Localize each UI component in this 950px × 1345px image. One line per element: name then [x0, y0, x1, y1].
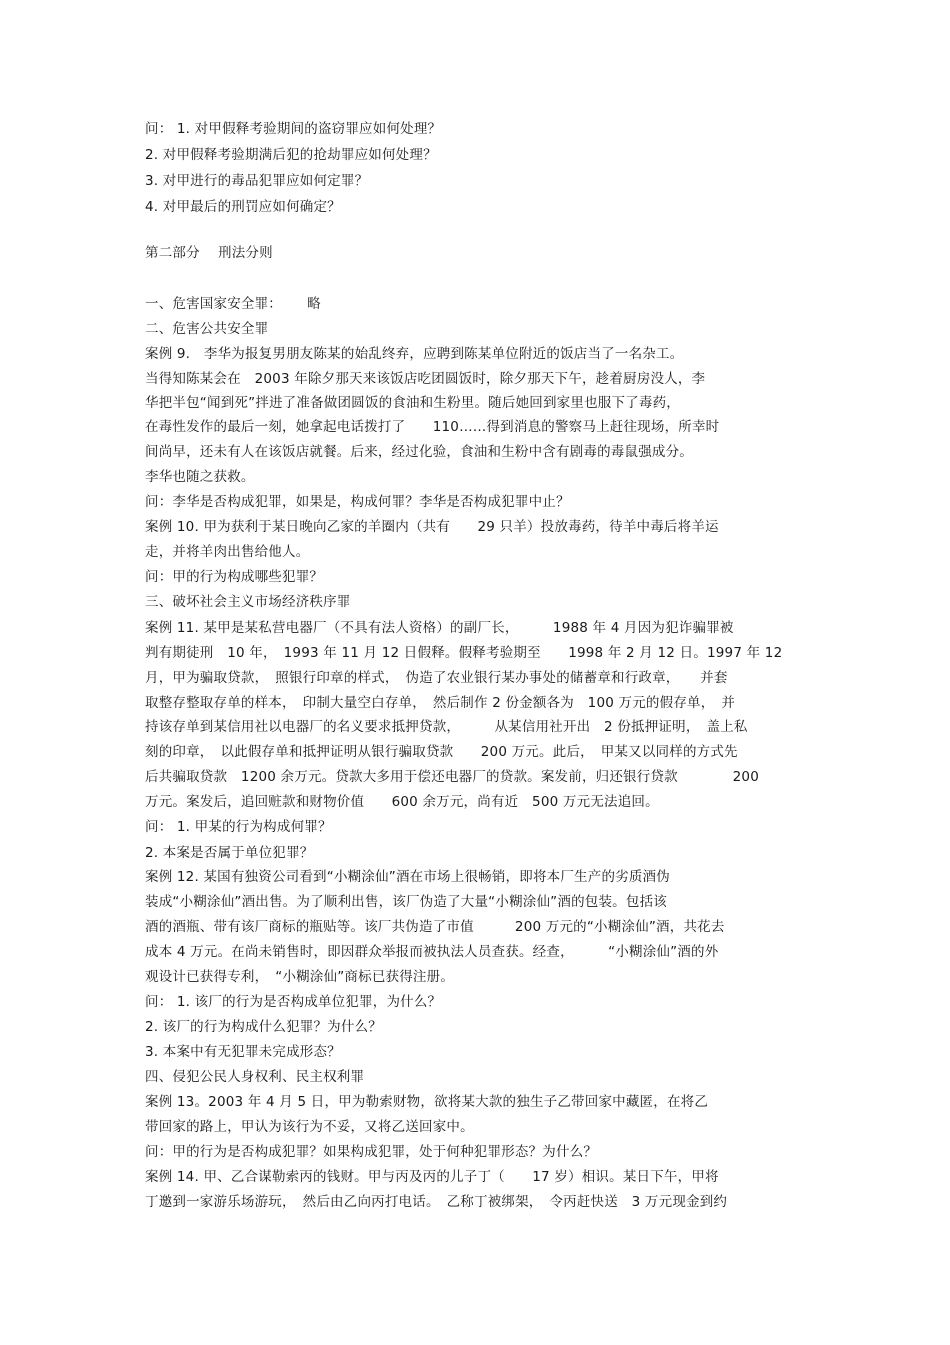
case-12-question: 问： 1. 该厂的行为是否构成单位犯罪，为什么？ — [145, 994, 442, 1010]
case-11-question: 问： 1. 甲某的行为构成何罪？ — [145, 819, 332, 835]
case-11-line: 后共骗取贷款 1200 余万元。贷款大多用于偿还电器厂的贷款。案发前，归还银行贷款 200 — [145, 769, 760, 785]
case-11-line: 刻的印章， 以此假存单和抵押证明从银行骗取贷款 200 万元。此后， 甲某又以同样的方式先 — [145, 744, 738, 760]
case-9-line: 当得知陈某会在 2003 年除夕那天来该饭店吃团圆饭时，除夕那天下午，趁着厨房没人，李 — [145, 371, 706, 387]
case-12-question: 2. 该厂的行为构成什么犯罪？为什么？ — [145, 1019, 382, 1035]
case-10-line: 走，并将羊肉出售给他人。 — [145, 544, 310, 560]
question-line: 4. 对甲最后的刑罚应如何确定？ — [145, 199, 341, 215]
case-12-line: 成本 4 万元。在尚未销售时，即因群众举报而被执法人员查获。经查， “小糊涂仙”酒的外 — [145, 944, 719, 960]
case-9-line: 李华也随之获救。 — [145, 469, 255, 485]
case-13-question: 问：甲的行为是否构成犯罪？如果构成犯罪，处于何种犯罪形态？为什么？ — [145, 1144, 598, 1160]
section-heading: 三、破坏社会主义市场经济秩序罪 — [145, 594, 351, 610]
case-11-line: 判有期徒刑 10 年， 1993 年 11 月 12 日假释。假释考验期至 1998 年 2 月 12 日。1997 年 12 — [145, 645, 783, 661]
case-9-line: 案例 9. 李华为报复男朋友陈某的始乱终弃，应聘到陈某单位附近的饭店当了一名杂工。 — [145, 346, 684, 362]
case-10-question: 问：甲的行为构成哪些犯罪？ — [145, 569, 324, 585]
case-10-line: 案例 10. 甲为获利于某日晚向乙家的羊圈内（共有 29 只羊）投放毒药，待羊中毒后将羊运 — [145, 519, 719, 535]
case-11-line: 取整存整取存单的样本， 印制大量空白存单， 然后制作 2 份金额各为 100 万元的假存单， 并 — [145, 695, 736, 711]
case-12-line: 装成“小糊涂仙”酒出售。为了顺利出售，该厂伪造了大量“小糊涂仙”酒的包装。包括该 — [145, 894, 667, 910]
case-9-line: 间尚早，还未有人在该饭店就餐。后来，经过化验，食油和生粉中含有剧毒的毒鼠强成分。 — [145, 444, 693, 460]
section-heading: 四、侵犯公民人身权利、民主权利罪 — [145, 1069, 365, 1085]
case-12-line: 观设计已获得专利， “小糊涂仙”商标已获得注册。 — [145, 969, 455, 985]
question-line: 3. 对甲进行的毒品犯罪应如何定罪？ — [145, 173, 369, 189]
case-14-line: 案例 14. 甲、乙合谋勒索丙的钱财。甲与丙及丙的儿子丁（ 17 岁）相识。某日下午，甲将 — [145, 1169, 719, 1185]
case-9-line: 华把半包“闻到死”拌进了准备做团圆饭的食油和生粉里。随后她回到家里也服下了毒药， — [145, 395, 680, 411]
part-title: 第二部分 刑法分则 — [145, 245, 273, 261]
case-11-question: 2. 本案是否属于单位犯罪？ — [145, 845, 314, 861]
case-11-line: 案例 11. 某甲是某私营电器厂（不具有法人资格）的副厂长， 1988 年 4 月因为犯诈骗罪被 — [145, 620, 734, 636]
case-13-line: 案例 13。2003 年 4 月 5 日，甲为勒索财物，欲将某大款的独生子乙带回家中藏匿，在将乙 — [145, 1094, 709, 1110]
case-11-line: 月，甲为骗取贷款， 照银行印章的样式， 伪造了农业银行某办事处的储蓄章和行政章， 并套 — [145, 670, 728, 686]
case-12-line: 酒的酒瓶、带有该厂商标的瓶贴等。该厂共伪造了市值 200 万元的“小糊涂仙”酒，共花去 — [145, 919, 725, 935]
case-9-line: 在毒性发作的最后一刻，她拿起电话拨打了 110……得到消息的警察马上赶往现场，所幸时 — [145, 419, 720, 435]
question-line: 问： 1. 对甲假释考验期间的盗窃罪应如何处理？ — [145, 121, 442, 137]
question-line: 2. 对甲假释考验期满后犯的抢劫罪应如何处理？ — [145, 147, 437, 163]
section-heading: 一、危害国家安全罪： 略 — [145, 296, 321, 312]
case-9-question: 问：李华是否构成犯罪，如果是，构成何罪？李华是否构成犯罪中止？ — [145, 494, 570, 510]
case-11-line: 万元。案发后，追回赃款和财物价值 600 余万元，尚有近 500 万元无法追回。 — [145, 794, 659, 810]
case-13-line: 带回家的路上，甲认为该行为不妥，又将乙送回家中。 — [145, 1119, 474, 1135]
case-14-line: 丁邀到一家游乐场游玩， 然后由乙向丙打电话。 乙称丁被绑架， 令丙赶快送 3 万元现金到约 — [145, 1194, 728, 1210]
section-heading: 二、危害公共安全罪 — [145, 321, 269, 337]
case-12-question: 3. 本案中有无犯罪未完成形态？ — [145, 1044, 341, 1060]
case-12-line: 案例 12. 某国有独资公司看到“小糊涂仙”酒在市场上很畅销，即将本厂生产的劣质酒伪 — [145, 869, 670, 885]
case-11-line: 持该存单到某信用社以电器厂的名义要求抵押贷款， 从某信用社开出 2 份抵押证明， 盖上私 — [145, 719, 748, 735]
